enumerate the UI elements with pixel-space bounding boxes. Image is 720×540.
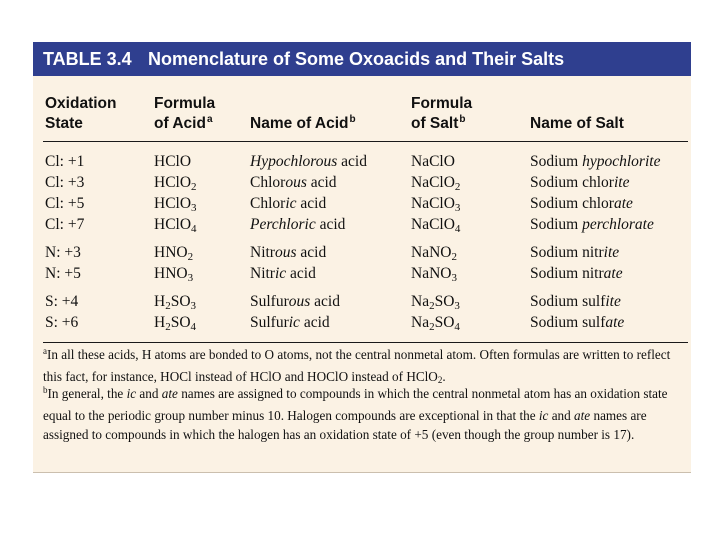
salt-name-cell: Sodium nitrate: [530, 265, 623, 282]
acid-name-cell: Nitric acid: [250, 265, 316, 282]
footnote-a: $^a$In all these acids, H atoms are bonded to O atoms, not the central nonmetal atom. Often formulas are written to reflect this fact, for instance, HOCl instead of HClO and HOClO instead of HClO$_2$.: [43, 346, 671, 385]
header-name-of-acid: Name of Acid$^b$: [250, 114, 356, 132]
oxidation-state-cell: Cl: +5: [45, 195, 85, 212]
table-number: TABLE 3.4: [43, 49, 132, 69]
salt-formula-cell: NaNO$_2$: [411, 244, 457, 263]
oxidation-state-cell: S: +6: [45, 314, 79, 331]
oxidation-state-cell: N: +3: [45, 244, 81, 261]
salt-name-cell: Sodium chlorate: [530, 195, 633, 212]
acid-formula-cell: $H_2SO_3$: [154, 293, 197, 312]
salt-name-cell: Sodium chlorite: [530, 174, 630, 191]
table-card: [33, 42, 691, 473]
salt-formula-cell: NaClO$_4$: [411, 216, 461, 235]
header-formula-of-salt: Formula of Salt$^b$: [411, 95, 473, 132]
salt-formula-cell: NaClO$_2$: [411, 174, 461, 193]
acid-formula-cell: $HNO_2$: [154, 244, 194, 263]
salt-formula-cell: $Na_2SO_3$: [411, 293, 460, 312]
acid-name-cell: Hypochlorous acid: [250, 153, 367, 170]
acid-formula-cell: $H_2SO_4$: [154, 314, 197, 333]
acid-formula-cell: HClO: [154, 153, 192, 170]
salt-name-cell: Sodium sulfate: [530, 314, 625, 331]
header-formula-of-acid: Formula of Acid$^a$: [154, 95, 216, 132]
footnote-b: $^b$In general, the ic and ate names are assigned to compounds in which the central nonmetal atom has an oxidation state equal to the periodic group number minus 10. Halogen compounds are exceptional in that the ic and ate names are assigned to compounds in which the halogen has an oxidation state of +5 (even though the group number is 17).: [43, 385, 668, 443]
salt-formula-cell: NaNO$_3$: [411, 265, 457, 284]
table-title-bar: [33, 42, 691, 76]
acid-name-cell: Chlorous acid: [250, 174, 337, 191]
acid-name-cell: Perchloric acid: [250, 216, 346, 233]
footer-rule: [43, 342, 688, 343]
oxidation-state-cell: Cl: +3: [45, 174, 85, 191]
header-name-of-salt: Name of Salt: [530, 115, 624, 132]
salt-name-cell: Sodium hypochlorite: [530, 153, 661, 170]
oxidation-state-cell: Cl: +1: [45, 153, 85, 170]
salt-name-cell: Sodium perchlorate: [530, 216, 654, 233]
acid-name-cell: Nitrous acid: [250, 244, 327, 261]
acid-formula-cell: HClO$_4$: [154, 216, 197, 235]
acid-name-cell: Sulfuric acid: [250, 314, 330, 331]
salt-name-cell: Sodium sulfite: [530, 293, 621, 310]
acid-formula-cell: HClO$_2$: [154, 174, 197, 193]
oxidation-state-cell: Cl: +7: [45, 216, 85, 233]
acid-formula-cell: HClO$_3$: [154, 195, 197, 214]
salt-formula-cell: NaClO$_3$: [411, 195, 461, 214]
header-rule: [43, 141, 688, 142]
header-oxidation-state: Oxidation State: [45, 95, 117, 132]
acid-name-cell: Chloric acid: [250, 195, 327, 212]
salt-formula-cell: NaClO: [411, 153, 455, 170]
salt-formula-cell: $Na_2SO_4$: [411, 314, 460, 333]
acid-formula-cell: $HNO_3$: [154, 265, 194, 284]
oxidation-state-cell: N: +5: [45, 265, 81, 282]
acid-name-cell: Sulfurous acid: [250, 293, 340, 310]
salt-name-cell: Sodium nitrite: [530, 244, 620, 261]
oxidation-state-cell: S: +4: [45, 293, 79, 310]
table-title: Nomenclature of Some Oxoacids and Their Salts: [148, 49, 565, 69]
